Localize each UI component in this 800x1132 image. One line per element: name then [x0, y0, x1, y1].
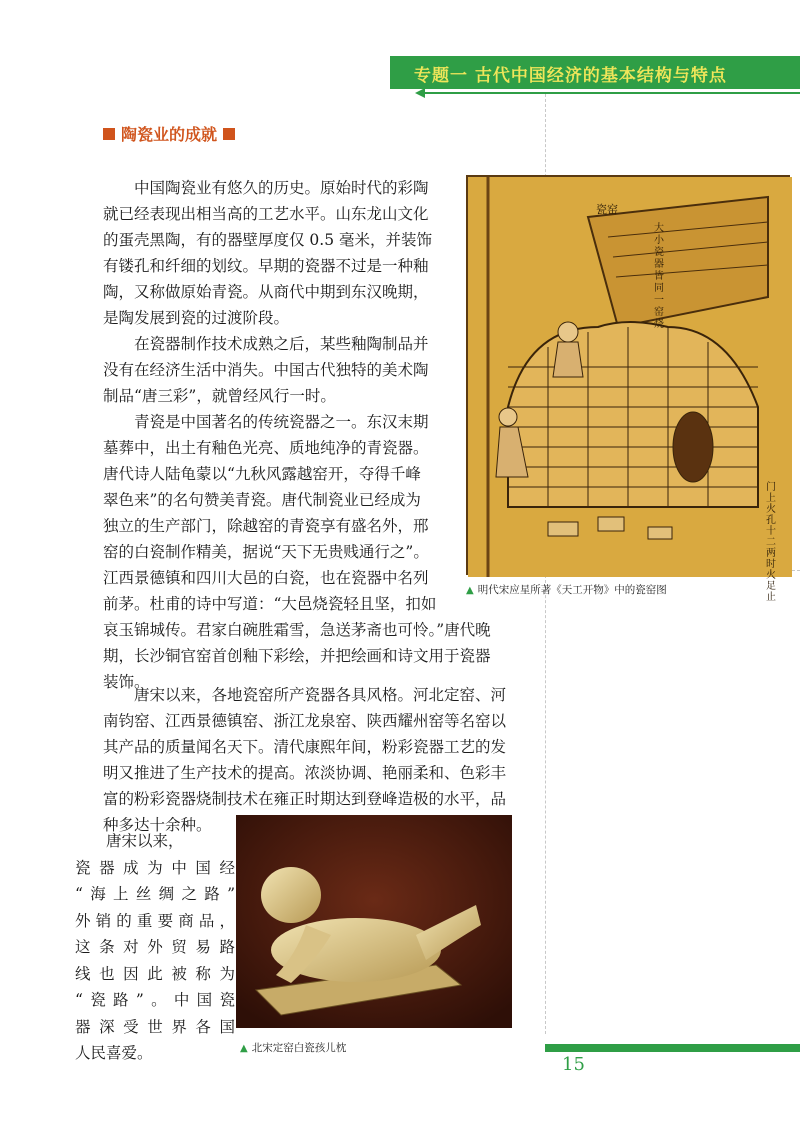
chapter-title: 专题一 古代中国经济的基本结构与特点 — [414, 66, 727, 86]
pillow-caption — [240, 1040, 346, 1055]
kiln-caption — [466, 582, 667, 597]
text-line: 在瓷器制作技术成熟之后，某些釉陶制品并 — [103, 335, 429, 353]
text-line: 有镂孔和纤细的划纹。早期的瓷器不过是一种釉 — [103, 257, 429, 275]
page-number: 15 — [562, 1054, 585, 1075]
text-line: “瓷路”。中国瓷 — [75, 991, 235, 1009]
text-line: 窑的白瓷制作精美，据说“天下无贵贱通行之”。 — [103, 543, 429, 561]
text-line: 翠色来”的名句赞美青瓷。唐代制瓷业已经成为 — [103, 491, 421, 509]
kiln-side-inscription: 大小瓷器皆同一窑烧 — [654, 223, 664, 330]
porcelain-pillow-photo — [236, 815, 512, 1028]
text-line: 器深受世界各国 — [75, 1017, 235, 1036]
triangle-marker-icon: ▲ — [466, 585, 474, 596]
triangle-marker-icon: ▲ — [240, 1043, 248, 1054]
square-bullet-icon — [103, 128, 115, 140]
text-line: 制品“唐三彩”，就曾经风行一时。 — [103, 387, 336, 405]
text-line: 中国陶瓷业有悠久的历史。原始时代的彩陶 — [103, 179, 429, 197]
text-line: 前茅。杜甫的诗中写道：“大邑烧瓷轻且坚，扣如 — [103, 595, 437, 613]
text-line: 唐代诗人陆龟蒙以“九秋风露越窑开，夺得千峰 — [103, 465, 421, 483]
text-line: 唐宋以来，各地瓷窑所产瓷器各具风格。河北定窑、河 — [103, 686, 507, 704]
text-line: 是陶发展到瓷的过渡阶段。 — [103, 309, 290, 327]
text-line: 陶，又称做原始青瓷。从商代中期到东汉晚期， — [103, 283, 429, 301]
kiln-illustration — [468, 177, 792, 577]
text-line: 瓷器成为中国经 — [75, 858, 235, 877]
text-line: 线也因此被称为 — [75, 964, 235, 983]
text-line: “海上丝绸之路” — [75, 885, 235, 903]
paragraph-3 — [103, 409, 458, 617]
paragraph-1 — [103, 175, 458, 331]
text-line: 就已经表现出相当高的工艺水平。山东龙山文化 — [103, 205, 429, 223]
text-line: 其产品的质量闻名天下。清代康熙年间，粉彩瓷器工艺的发 — [103, 738, 507, 756]
pillow-caption-text: 北宋定窑白瓷孩儿枕 — [251, 1042, 347, 1054]
section-heading — [103, 122, 235, 145]
text-line: 青瓷是中国著名的传统瓷器之一。东汉末期 — [103, 413, 429, 431]
text-line: 外销的重要商品， — [75, 911, 235, 930]
kiln-corner-inscription: 门上火孔十二两时火足止 — [766, 482, 776, 603]
paragraph-5 — [75, 828, 235, 1067]
text-line: 人民喜爱。 — [75, 1044, 153, 1062]
text-line: 期，长沙铜官窑首创釉下彩绘，并把绘画和诗文用于瓷器 — [103, 647, 491, 665]
text-line: 种多达十余种。 — [103, 816, 212, 834]
footer-band — [545, 1044, 800, 1052]
pillow-illustration — [236, 815, 512, 1028]
text-line: 的蛋壳黑陶，有的器壁厚度仅 0.5 毫米，并装饰 — [103, 231, 433, 249]
text-line: 墓葬中，出土有釉色光亮、质地纯净的青瓷器。 — [103, 439, 429, 457]
header-rule — [424, 92, 800, 94]
text-line: 装饰。 — [103, 673, 150, 691]
text-line: 富的粉彩瓷器烧制技术在雍正时期达到登峰造极的水平，品 — [103, 790, 507, 808]
text-line: 没有在经济生活中消失。中国古代独特的美术陶 — [103, 361, 429, 379]
text-line: 唐宋以来， — [75, 832, 184, 850]
text-line: 明又推进了生产技术的提高。浓淡协调、艳丽柔和、色彩丰 — [103, 764, 507, 782]
kiln-caption-text: 明代宋应星所著《天工开物》中的瓷窑图 — [477, 584, 667, 596]
text-line: 这条对外贸易路 — [75, 938, 235, 956]
text-line: 南钧窑、江西景德镇窑、浙江龙泉窑、陕西耀州窑等名窑以 — [103, 712, 507, 730]
text-line: 江西景德镇和四川大邑的白瓷，也在瓷器中名列 — [103, 569, 429, 587]
square-bullet-icon — [223, 128, 235, 140]
section-heading-text: 陶瓷业的成就 — [121, 125, 218, 144]
text-line: 独立的生产部门，除越窑的青瓷享有盛名外，邢 — [103, 517, 429, 535]
paragraph-2 — [103, 331, 458, 409]
text-line: 哀玉锦城传。君家白碗胜霜雪，急送茅斋也可怜。”唐代晚 — [103, 621, 491, 639]
kiln-title-inscription: 瓷窑 — [596, 203, 618, 216]
